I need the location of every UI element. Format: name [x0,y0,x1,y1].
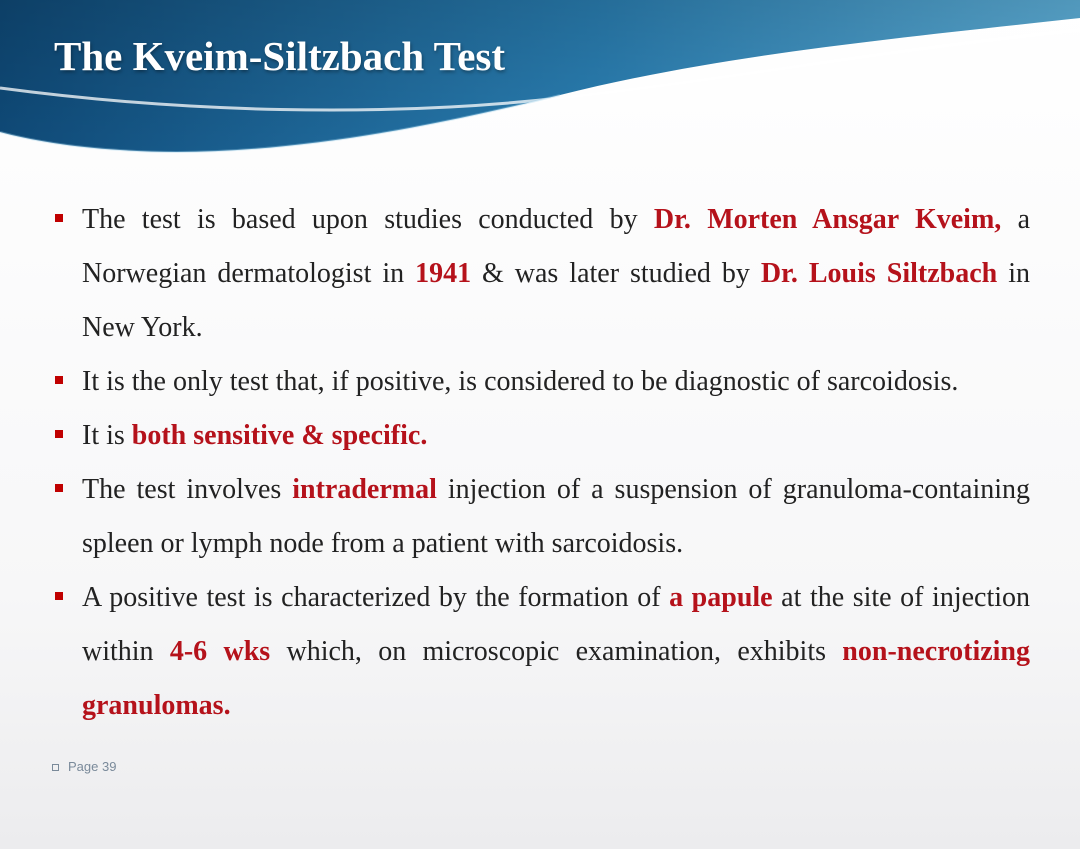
highlighted-text: both sensitive & specific. [131,420,428,451]
page-number: Page 39 [68,759,117,774]
bullet-item [82,355,1030,409]
bullet-text: in New York. [82,258,1030,343]
highlighted-text: 1941 [415,258,472,289]
bullet-text: It is [82,420,132,451]
bullet-text: It is the only test that, if positive, is considered to be diagnostic of sarcoidosis. [82,366,959,397]
bullet-text: which, on microscopic examination, exhibits [270,636,843,667]
bullet-text: The test involves [82,474,293,505]
highlighted-text: Dr. Louis Siltzbach [760,258,998,289]
header-wave-banner [0,0,1080,180]
highlighted-text: intradermal [292,474,437,505]
highlighted-text: Dr. Morten Ansgar Kveim, [653,204,1002,235]
page-footer [52,759,116,774]
highlighted-text: non-necrotizing granulomas. [82,636,1030,721]
bullet-item [82,571,1030,733]
bullet-text: & was later studied by [471,258,761,289]
highlighted-text: 4-6 wks [169,636,271,667]
bullet-text: injection of a suspension of granuloma-containing spleen or lymph node from a patient with sarcoidosis. [82,474,1030,559]
bullet-text: A positive test is characterized by the formation of [82,582,670,613]
bullet-item [82,463,1030,571]
slide-title: The Kveim-Siltzbach Test [54,33,506,79]
bullet-item [82,193,1030,355]
bullet-text: a Norwegian dermatologist in [82,204,1030,289]
bullet-text: The test is based upon studies conducted by [82,204,654,235]
footer-square-icon [52,764,59,771]
bullet-text: at the site of injection within [82,582,1031,667]
highlighted-text: a papule [669,582,773,613]
bullet-item [82,409,1030,463]
bullet-list [82,193,1030,733]
